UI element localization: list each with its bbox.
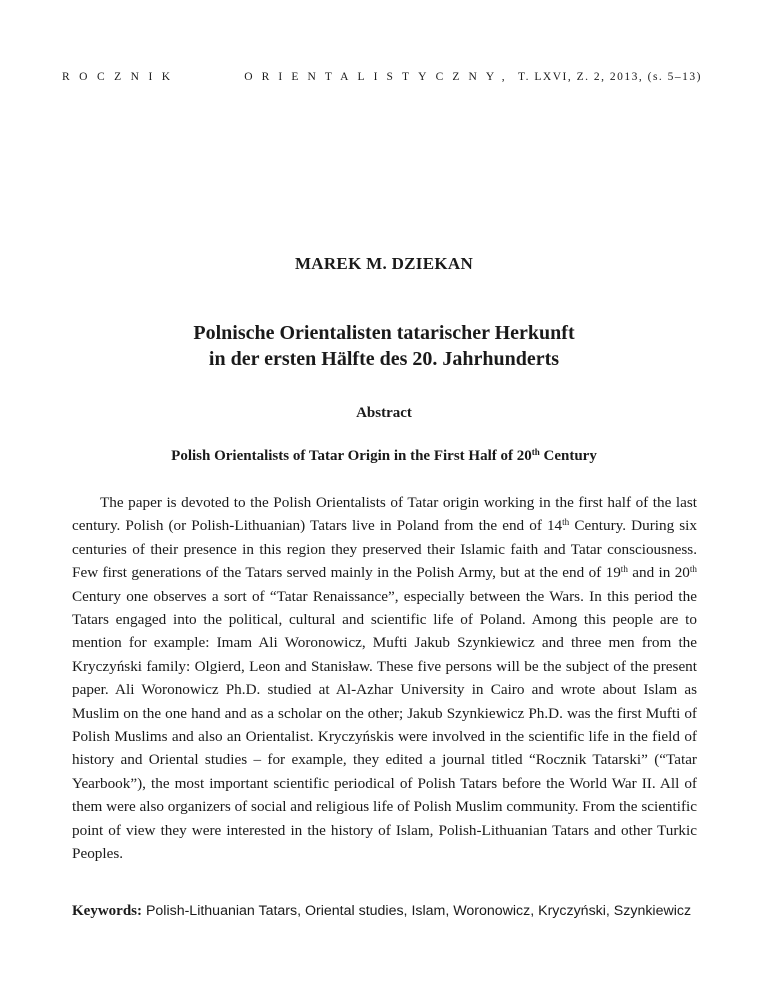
- author-name: MAREK M. DZIEKAN: [294, 254, 474, 273]
- abstract-body: [72, 491, 697, 866]
- keywords-list: Polish-Lithuanian Tatars, Oriental studies, Islam, Woronowicz, Kryczyński, Szynkiewicz: [142, 903, 692, 919]
- ordinal-suffix: th: [620, 564, 628, 575]
- abstract-text-part-2: Century. During six centuries of their presence in this region they preserved their Islamic faith and Tatar consciousness. Few first generations of the Tatars served mainly in the Polish Army, but at the end of 19: [72, 517, 697, 582]
- keywords-label: Keywords:: [72, 903, 142, 919]
- journal-name: ROCZNIK: [62, 71, 180, 83]
- abstract-text-part-1: The paper is devoted to the Polish Orientalists of Tatar origin working in the first half of the last century. Polish (or Polish-Lithuanian) Tatars live in Poland from the end of 14: [72, 494, 697, 535]
- ordinal-suffix: th: [689, 564, 697, 575]
- abstract-subtitle-end: Century: [539, 448, 597, 464]
- abstract-subtitle-ordinal: th: [531, 447, 540, 458]
- paper-title: [0, 320, 768, 372]
- abstract-text-part-3: and in 20: [627, 564, 690, 582]
- ordinal-suffix: th: [562, 517, 570, 528]
- keywords: [72, 900, 697, 923]
- abstract-subtitle-text: Polish Orientalists of Tatar Origin in the First Half of 20: [171, 448, 532, 464]
- paper-title-line-2: in der ersten Hälfte des 20. Jahrhunderts: [208, 348, 560, 370]
- paper-title-line-1: Polnische Orientalisten tatarischer Herkunft: [193, 322, 575, 344]
- journal-name-word2: ORIENTALISTYCZNY,: [244, 71, 514, 83]
- abstract-heading: Abstract: [356, 405, 412, 421]
- volume-issue-pages: T. LXVI, Z. 2, 2013, (s. 5–13): [517, 71, 702, 83]
- journal-details: [244, 70, 702, 84]
- abstract-text-part-4: Century one observes a sort of “Tatar Renaissance”, especially between the Wars. In this period the Tatars engaged into the political, cultural and scientific life of Poland. Among this people are to mention for example: Imam Ali Woronowicz, Mufti Jakub Szynkiewicz and three men from the Kryczyński family: Olgierd, Leon and Stanisław. These five persons will be the subject of the present paper. Ali Woronowicz Ph.D. studied at Al-Azhar University in Cairo and wrote about Islam as Muslim on the one hand and as a scholar on the other; Jakub Szynkiewicz Ph.D. was the first Mufti of Polish Muslims and also an Orientalist. Kryczyńskis were involved in the scientific life in the field of history and Oriental studies – for example, they edited a journal titled “Rocznik Tatarski” (“Tatar Yearbook”), the most important scientific periodical of Polish Tatars before the World War II. All of them were also organizers of social and religious life of Polish Muslim community. From the scientific point of view they were interested in the history of Islam, Polish-Lithuanian Tatars and other Turkic Peoples.: [72, 587, 697, 863]
- abstract-subtitle: [0, 448, 768, 465]
